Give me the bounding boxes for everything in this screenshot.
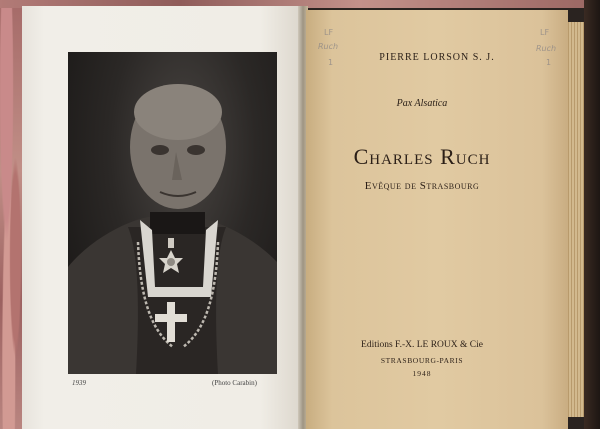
pencil-mark-5: Ruch [536, 44, 557, 53]
pencil-mark-2: Ruch [318, 42, 339, 51]
pencil-mark-4: LF [540, 28, 550, 37]
pencil-mark-6: 1 [546, 58, 552, 67]
pencil-mark-1: LF [324, 28, 334, 37]
portrait-photo [68, 52, 277, 374]
photo-date-caption: 1939 [72, 379, 86, 387]
publication-place: STRASBOURG-PARIS [380, 356, 464, 365]
title-page [306, 10, 568, 429]
book-title: Charles Ruch [353, 144, 491, 169]
book-subtitle: Evêque de Strasbourg [364, 180, 480, 192]
series-title: Pax Alsatica [396, 98, 448, 109]
publisher-line: Editions F.-X. LE ROUX & Cie [361, 340, 483, 350]
portrait-figure [68, 52, 277, 374]
author-name: PIERRE LORSON S. J. [379, 52, 495, 63]
publication-year: 1948 [412, 369, 432, 378]
book-cover-edge [584, 0, 600, 429]
marbled-endpaper-left [0, 0, 22, 429]
photo-credit-caption: (Photo Carabin) [212, 379, 257, 387]
pencil-mark-3: 1 [328, 58, 334, 67]
